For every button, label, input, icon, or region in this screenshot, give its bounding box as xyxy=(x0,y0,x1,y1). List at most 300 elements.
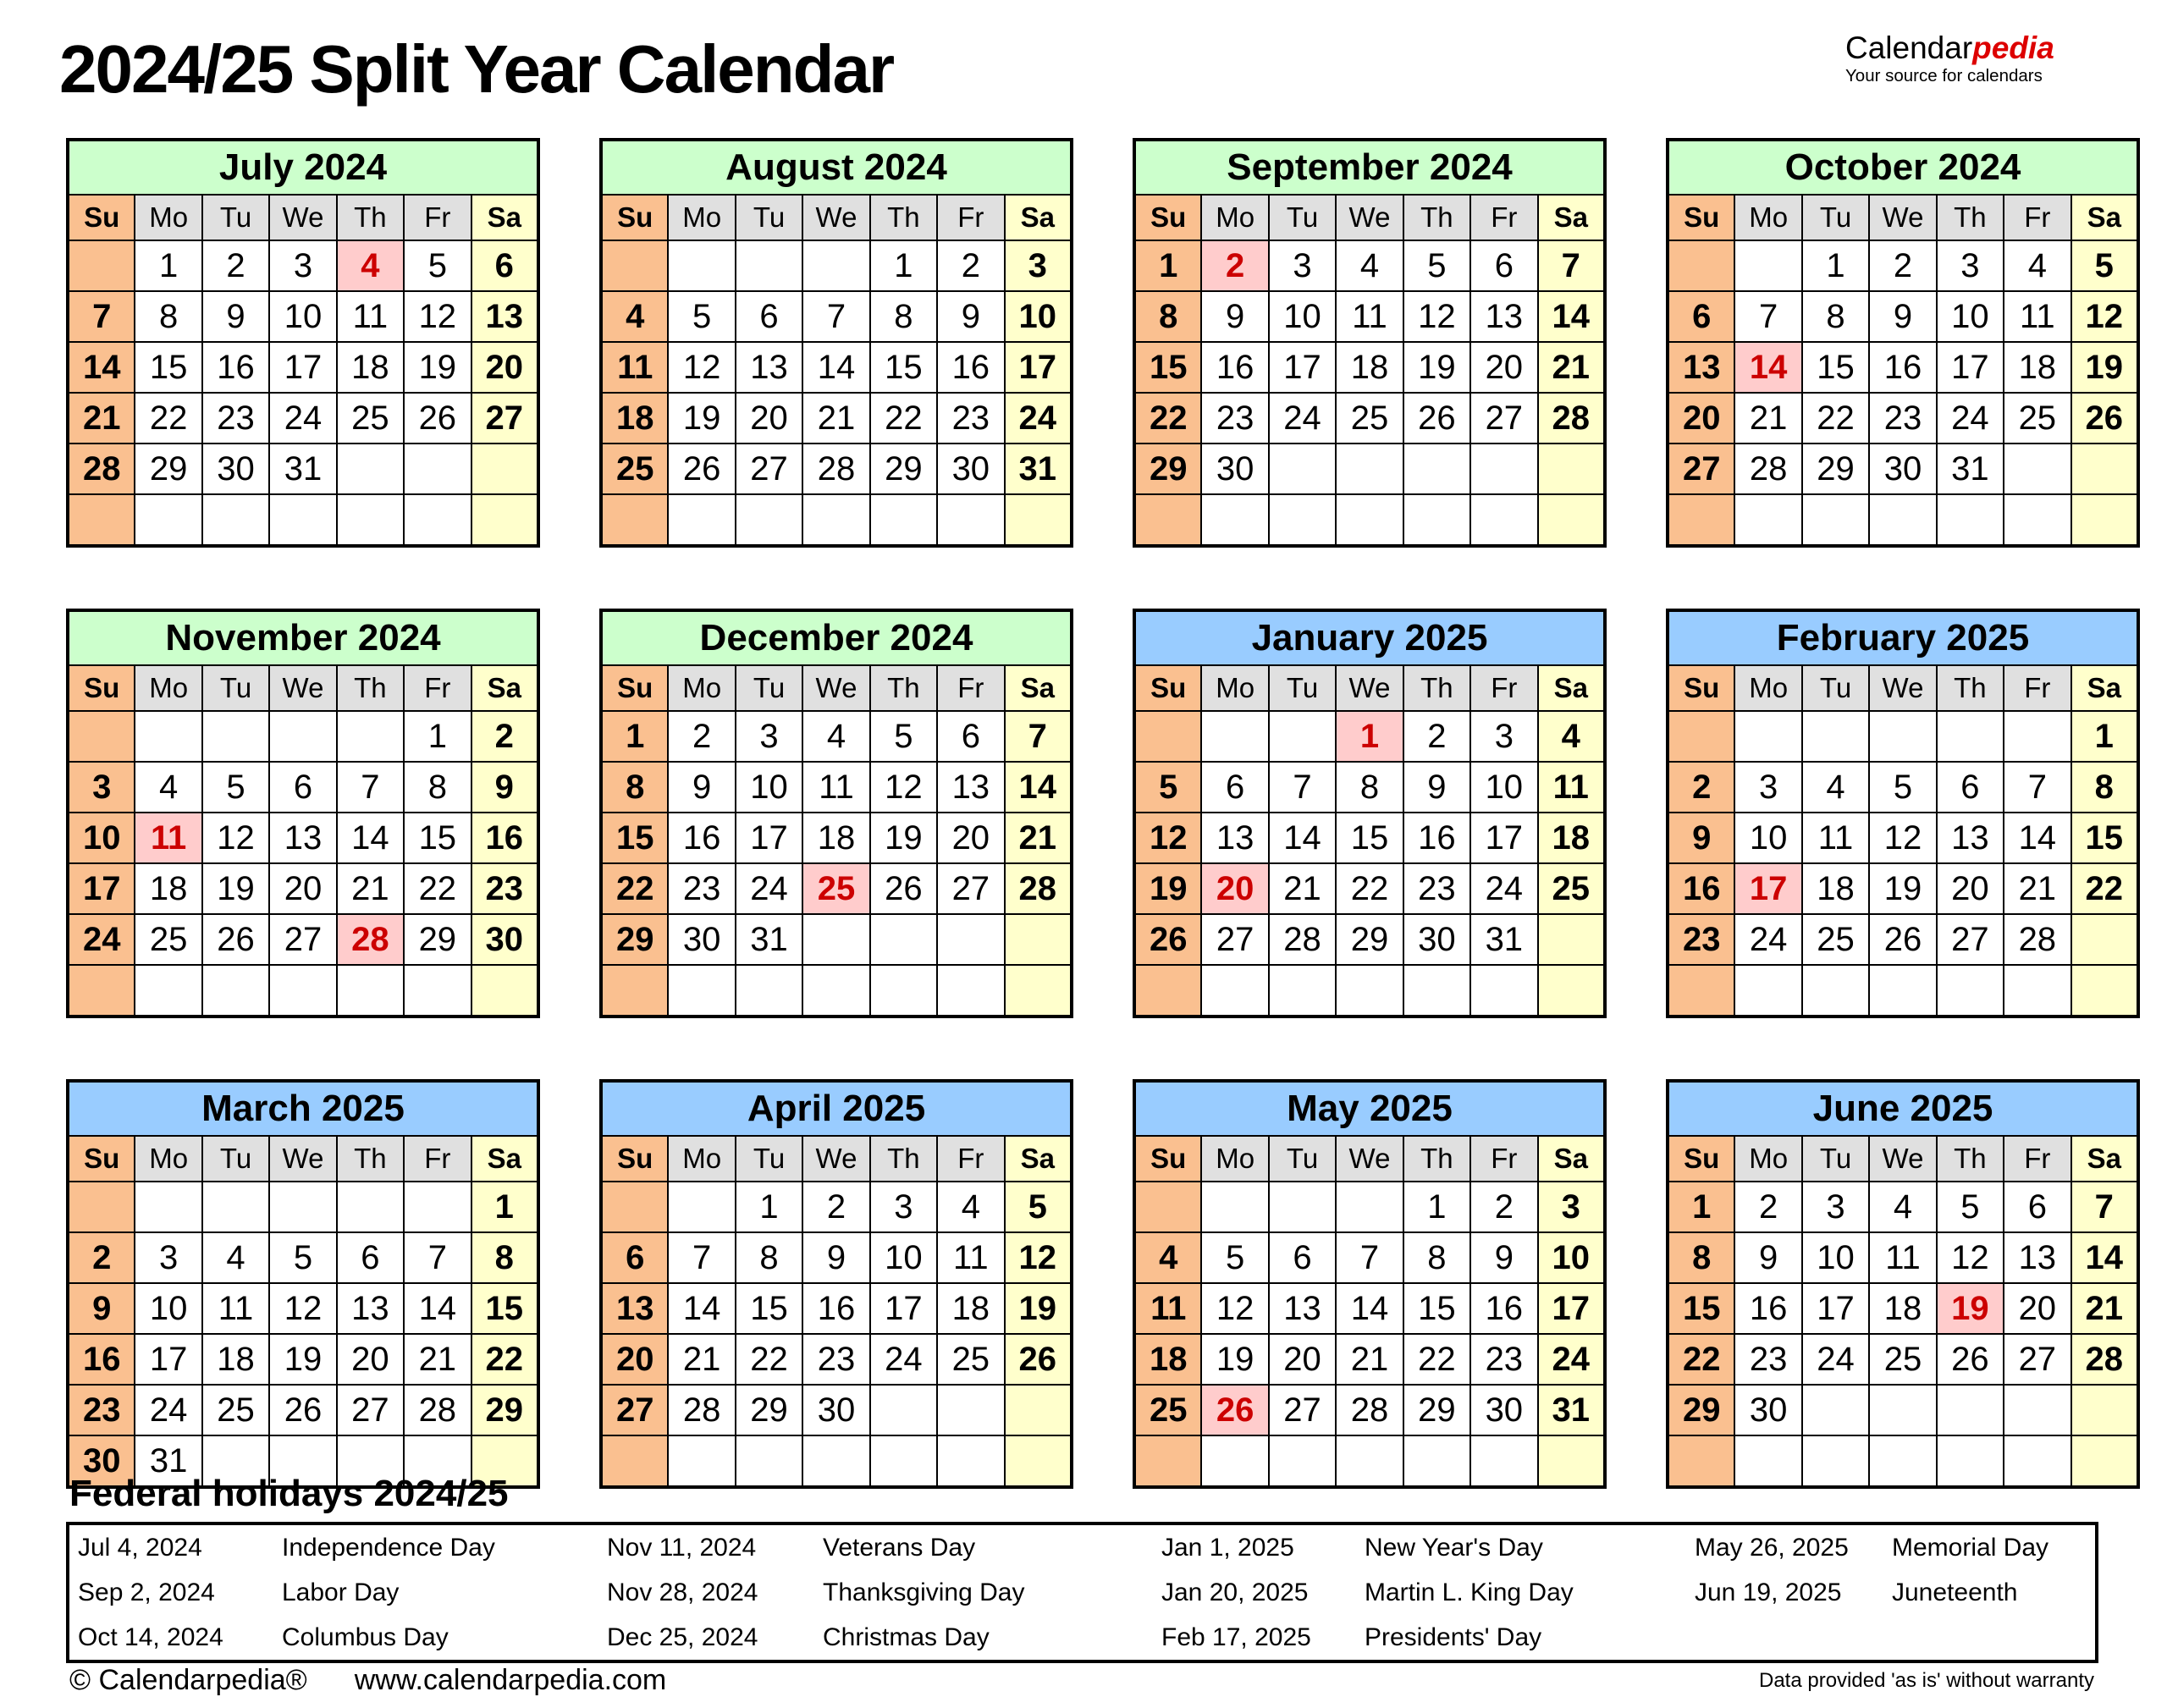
day-cell: 28 xyxy=(1734,444,1801,494)
day-cell: 7 xyxy=(2004,762,2071,813)
month-title: August 2024 xyxy=(601,140,1072,195)
day-cell: 11 xyxy=(202,1283,269,1334)
empty-day-cell xyxy=(1937,1385,2004,1435)
empty-day-cell xyxy=(337,494,404,546)
empty-day-cell xyxy=(1538,1435,1605,1487)
weekday-header-we: We xyxy=(1869,1136,1936,1182)
weekday-header-tu: Tu xyxy=(1802,665,1869,711)
day-cell: 9 xyxy=(1668,813,1734,863)
day-cell: 7 xyxy=(1336,1232,1403,1283)
day-cell: 30 xyxy=(937,444,1004,494)
day-cell: 3 xyxy=(68,762,135,813)
day-cell: 7 xyxy=(668,1232,735,1283)
day-cell: 23 xyxy=(1201,393,1268,444)
empty-day-cell xyxy=(135,1182,201,1232)
calendarpedia-logo xyxy=(1845,32,2054,85)
day-cell: 28 xyxy=(1538,393,1605,444)
day-cell: 9 xyxy=(802,1232,869,1283)
empty-day-cell xyxy=(870,494,937,546)
day-cell: 12 xyxy=(1937,1232,2004,1283)
month-calendar-october-2024 xyxy=(1666,138,2140,548)
day-cell: 30 xyxy=(471,914,538,965)
day-cell: 21 xyxy=(1269,863,1336,914)
day-cell: 10 xyxy=(1734,813,1801,863)
day-cell: 2 xyxy=(1470,1182,1537,1232)
page-title: 2024/25 Split Year Calendar xyxy=(59,31,894,107)
day-cell: 18 xyxy=(1538,813,1605,863)
empty-day-cell xyxy=(269,1182,336,1232)
weekday-header-su: Su xyxy=(68,665,135,711)
day-cell: 29 xyxy=(1802,444,1869,494)
day-cell: 10 xyxy=(1538,1232,1605,1283)
day-cell: 14 xyxy=(2071,1232,2138,1283)
day-cell: 28 xyxy=(802,444,869,494)
empty-day-cell xyxy=(1802,1385,1869,1435)
empty-day-cell xyxy=(937,1385,1004,1435)
weekday-header-th: Th xyxy=(870,195,937,240)
empty-day-cell xyxy=(1869,494,1936,546)
empty-day-cell xyxy=(337,965,404,1017)
day-cell: 21 xyxy=(802,393,869,444)
day-cell: 10 xyxy=(1269,291,1336,342)
day-cell: 11 xyxy=(337,291,404,342)
day-cell: 15 xyxy=(870,342,937,393)
weekday-header-we: We xyxy=(802,1136,869,1182)
empty-day-cell xyxy=(68,494,135,546)
day-cell: 23 xyxy=(68,1385,135,1435)
day-cell: 8 xyxy=(2071,762,2138,813)
day-cell: 14 xyxy=(802,342,869,393)
day-cell: 27 xyxy=(2004,1334,2071,1385)
holiday-day-cell: 2 xyxy=(1201,240,1268,291)
month-calendar-april-2025 xyxy=(599,1079,1073,1489)
day-cell: 16 xyxy=(1668,863,1734,914)
day-cell: 3 xyxy=(135,1232,201,1283)
day-cell: 22 xyxy=(870,393,937,444)
weekday-header-sa: Sa xyxy=(2071,195,2138,240)
weekday-header-mo: Mo xyxy=(668,195,735,240)
weekday-header-mo: Mo xyxy=(135,195,201,240)
weekday-header-th: Th xyxy=(1937,1136,2004,1182)
day-cell: 3 xyxy=(1470,711,1537,762)
logo-brand xyxy=(1845,32,2054,65)
empty-day-cell xyxy=(1201,1435,1268,1487)
day-cell: 22 xyxy=(1134,393,1201,444)
empty-day-cell xyxy=(870,1435,937,1487)
month-title: May 2025 xyxy=(1134,1081,1605,1136)
weekday-header-fr: Fr xyxy=(2004,1136,2071,1182)
day-cell: 7 xyxy=(1005,711,1072,762)
weekday-header-th: Th xyxy=(1937,665,2004,711)
holiday-name: Memorial Day xyxy=(1892,1533,2049,1562)
weekday-header-mo: Mo xyxy=(135,665,201,711)
day-cell: 2 xyxy=(802,1182,869,1232)
day-cell: 12 xyxy=(1005,1232,1072,1283)
day-cell: 5 xyxy=(668,291,735,342)
day-cell: 29 xyxy=(1336,914,1403,965)
weekday-header-we: We xyxy=(269,1136,336,1182)
weekday-header-fr: Fr xyxy=(1470,195,1537,240)
weekday-header-th: Th xyxy=(1403,1136,1470,1182)
day-cell: 6 xyxy=(736,291,802,342)
day-cell: 9 xyxy=(1403,762,1470,813)
weekday-header-sa: Sa xyxy=(471,665,538,711)
day-cell: 5 xyxy=(870,711,937,762)
logo-brand-black: Calendar xyxy=(1845,30,1973,65)
holiday-date: Jul 4, 2024 xyxy=(78,1533,202,1562)
holiday-name xyxy=(1883,1615,2097,1661)
day-cell: 14 xyxy=(1336,1283,1403,1334)
month-calendar-august-2024 xyxy=(599,138,1073,548)
day-cell: 30 xyxy=(802,1385,869,1435)
day-cell: 2 xyxy=(1869,240,1936,291)
weekday-header-tu: Tu xyxy=(1269,1136,1336,1182)
empty-day-cell xyxy=(337,444,404,494)
holiday-name: Thanksgiving Day xyxy=(823,1578,1025,1606)
weekday-header-tu: Tu xyxy=(202,1136,269,1182)
day-cell: 17 xyxy=(135,1334,201,1385)
day-cell: 30 xyxy=(1869,444,1936,494)
weekday-header-mo: Mo xyxy=(135,1136,201,1182)
empty-day-cell xyxy=(1668,711,1734,762)
day-cell: 7 xyxy=(2071,1182,2138,1232)
day-cell: 30 xyxy=(1470,1385,1537,1435)
holiday-date: Nov 11, 2024 xyxy=(607,1533,757,1562)
day-cell: 27 xyxy=(1470,393,1537,444)
empty-day-cell xyxy=(802,914,869,965)
day-cell: 8 xyxy=(736,1232,802,1283)
day-cell: 6 xyxy=(269,762,336,813)
empty-day-cell xyxy=(1403,494,1470,546)
day-cell: 26 xyxy=(1005,1334,1072,1385)
day-cell: 11 xyxy=(601,342,668,393)
empty-day-cell xyxy=(1201,711,1268,762)
day-cell: 2 xyxy=(202,240,269,291)
empty-day-cell xyxy=(736,965,802,1017)
day-cell: 9 xyxy=(471,762,538,813)
day-cell: 10 xyxy=(1802,1232,1869,1283)
day-cell: 4 xyxy=(802,711,869,762)
day-cell: 19 xyxy=(1201,1334,1268,1385)
weekday-header-we: We xyxy=(1869,195,1936,240)
empty-day-cell xyxy=(1734,240,1801,291)
day-cell: 3 xyxy=(870,1182,937,1232)
month-title: July 2024 xyxy=(68,140,538,195)
empty-day-cell xyxy=(1269,1435,1336,1487)
day-cell: 2 xyxy=(471,711,538,762)
day-cell: 31 xyxy=(1470,914,1537,965)
empty-day-cell xyxy=(802,240,869,291)
weekday-header-su: Su xyxy=(68,1136,135,1182)
day-cell: 22 xyxy=(2071,863,2138,914)
empty-day-cell xyxy=(404,494,471,546)
empty-day-cell xyxy=(2071,965,2138,1017)
day-cell: 6 xyxy=(937,711,1004,762)
day-cell: 26 xyxy=(870,863,937,914)
day-cell: 3 xyxy=(1538,1182,1605,1232)
day-cell: 10 xyxy=(1470,762,1537,813)
holiday-date: Jan 20, 2025 xyxy=(1161,1578,1309,1606)
day-cell: 25 xyxy=(1869,1334,1936,1385)
day-cell: 13 xyxy=(736,342,802,393)
day-cell: 25 xyxy=(1802,914,1869,965)
day-cell: 13 xyxy=(1668,342,1734,393)
weekday-header-tu: Tu xyxy=(1269,665,1336,711)
empty-day-cell xyxy=(736,494,802,546)
day-cell: 9 xyxy=(1470,1232,1537,1283)
day-cell: 21 xyxy=(668,1334,735,1385)
day-cell: 19 xyxy=(1403,342,1470,393)
weekday-header-sa: Sa xyxy=(1538,665,1605,711)
day-cell: 18 xyxy=(1869,1283,1936,1334)
day-cell: 13 xyxy=(2004,1232,2071,1283)
weekday-header-fr: Fr xyxy=(2004,665,2071,711)
day-cell: 21 xyxy=(1336,1334,1403,1385)
day-cell: 9 xyxy=(668,762,735,813)
day-cell: 7 xyxy=(404,1232,471,1283)
day-cell: 30 xyxy=(1201,444,1268,494)
day-cell: 5 xyxy=(269,1232,336,1283)
weekday-header-we: We xyxy=(1869,665,1936,711)
day-cell: 19 xyxy=(269,1334,336,1385)
empty-day-cell xyxy=(1734,494,1801,546)
weekday-header-su: Su xyxy=(1134,195,1201,240)
weekday-header-fr: Fr xyxy=(937,195,1004,240)
holiday-date: Jan 1, 2025 xyxy=(1161,1533,1294,1562)
day-cell: 5 xyxy=(1937,1182,2004,1232)
day-cell: 17 xyxy=(269,342,336,393)
day-cell: 17 xyxy=(68,863,135,914)
day-cell: 1 xyxy=(736,1182,802,1232)
day-cell: 21 xyxy=(1538,342,1605,393)
empty-day-cell xyxy=(2004,494,2071,546)
day-cell: 15 xyxy=(1802,342,1869,393)
day-cell: 22 xyxy=(471,1334,538,1385)
day-cell: 28 xyxy=(1269,914,1336,965)
weekday-header-su: Su xyxy=(1134,1136,1201,1182)
empty-day-cell xyxy=(68,1182,135,1232)
empty-day-cell xyxy=(2004,1385,2071,1435)
weekday-header-mo: Mo xyxy=(1734,665,1801,711)
day-cell: 3 xyxy=(1005,240,1072,291)
empty-day-cell xyxy=(802,494,869,546)
day-cell: 13 xyxy=(1269,1283,1336,1334)
day-cell: 27 xyxy=(337,1385,404,1435)
empty-day-cell xyxy=(1734,1435,1801,1487)
day-cell: 31 xyxy=(1538,1385,1605,1435)
empty-day-cell xyxy=(937,965,1004,1017)
day-cell: 10 xyxy=(870,1232,937,1283)
day-cell: 9 xyxy=(202,291,269,342)
empty-day-cell xyxy=(668,240,735,291)
day-cell: 11 xyxy=(1134,1283,1201,1334)
holiday-day-cell: 14 xyxy=(1734,342,1801,393)
day-cell: 24 xyxy=(1734,914,1801,965)
day-cell: 5 xyxy=(1869,762,1936,813)
empty-day-cell xyxy=(937,494,1004,546)
weekday-header-sa: Sa xyxy=(2071,665,2138,711)
empty-day-cell xyxy=(1802,494,1869,546)
holiday-date: Jun 19, 2025 xyxy=(1695,1578,1842,1606)
weekday-header-fr: Fr xyxy=(2004,195,2071,240)
day-cell: 10 xyxy=(736,762,802,813)
day-cell: 18 xyxy=(1802,863,1869,914)
day-cell: 24 xyxy=(736,863,802,914)
month-title: January 2025 xyxy=(1134,610,1605,665)
weekday-header-th: Th xyxy=(1937,195,2004,240)
day-cell: 23 xyxy=(202,393,269,444)
empty-day-cell xyxy=(68,965,135,1017)
day-cell: 6 xyxy=(1470,240,1537,291)
day-cell: 7 xyxy=(68,291,135,342)
day-cell: 27 xyxy=(601,1385,668,1435)
website-link[interactable]: www.calendarpedia.com xyxy=(354,1664,667,1696)
day-cell: 8 xyxy=(1403,1232,1470,1283)
day-cell: 19 xyxy=(1869,863,1936,914)
weekday-header-fr: Fr xyxy=(404,1136,471,1182)
day-cell: 15 xyxy=(601,813,668,863)
holiday-name: Veterans Day xyxy=(823,1533,976,1562)
month-title: April 2025 xyxy=(601,1081,1072,1136)
day-cell: 24 xyxy=(1470,863,1537,914)
day-cell: 16 xyxy=(1869,342,1936,393)
empty-day-cell xyxy=(1470,444,1537,494)
day-cell: 28 xyxy=(2071,1334,2138,1385)
day-cell: 28 xyxy=(1336,1385,1403,1435)
day-cell: 20 xyxy=(269,863,336,914)
day-cell: 27 xyxy=(1937,914,2004,965)
day-cell: 16 xyxy=(937,342,1004,393)
empty-day-cell xyxy=(68,711,135,762)
empty-day-cell xyxy=(1470,965,1537,1017)
day-cell: 16 xyxy=(802,1283,869,1334)
day-cell: 7 xyxy=(1269,762,1336,813)
day-cell: 25 xyxy=(337,393,404,444)
holiday-name: New Year's Day xyxy=(1365,1533,1543,1562)
day-cell: 26 xyxy=(1134,914,1201,965)
empty-day-cell xyxy=(1802,711,1869,762)
day-cell: 30 xyxy=(202,444,269,494)
holiday-name: Christmas Day xyxy=(823,1623,990,1651)
weekday-header-th: Th xyxy=(870,665,937,711)
day-cell: 21 xyxy=(1734,393,1801,444)
empty-day-cell xyxy=(870,965,937,1017)
day-cell: 24 xyxy=(1269,393,1336,444)
day-cell: 29 xyxy=(135,444,201,494)
empty-day-cell xyxy=(2004,1435,2071,1487)
day-cell: 26 xyxy=(269,1385,336,1435)
day-cell: 13 xyxy=(471,291,538,342)
empty-day-cell xyxy=(802,1435,869,1487)
day-cell: 8 xyxy=(1802,291,1869,342)
weekday-header-th: Th xyxy=(1403,665,1470,711)
empty-day-cell xyxy=(269,711,336,762)
weekday-header-we: We xyxy=(802,665,869,711)
empty-day-cell xyxy=(2004,965,2071,1017)
day-cell: 1 xyxy=(471,1182,538,1232)
day-cell: 14 xyxy=(404,1283,471,1334)
empty-day-cell xyxy=(1668,1435,1734,1487)
month-title: March 2025 xyxy=(68,1081,538,1136)
month-calendar-july-2024 xyxy=(66,138,540,548)
copyright-line xyxy=(69,1664,666,1697)
empty-day-cell xyxy=(1336,494,1403,546)
empty-day-cell xyxy=(2004,444,2071,494)
day-cell: 6 xyxy=(1668,291,1734,342)
day-cell: 31 xyxy=(1005,444,1072,494)
day-cell: 12 xyxy=(1201,1283,1268,1334)
weekday-header-sa: Sa xyxy=(471,1136,538,1182)
empty-day-cell xyxy=(736,240,802,291)
day-cell: 10 xyxy=(1005,291,1072,342)
empty-day-cell xyxy=(668,494,735,546)
empty-day-cell xyxy=(1005,965,1072,1017)
weekday-header-tu: Tu xyxy=(1269,195,1336,240)
day-cell: 6 xyxy=(471,240,538,291)
day-cell: 17 xyxy=(1269,342,1336,393)
weekday-header-su: Su xyxy=(1668,665,1734,711)
weekday-header-we: We xyxy=(269,195,336,240)
day-cell: 31 xyxy=(269,444,336,494)
day-cell: 12 xyxy=(1403,291,1470,342)
empty-day-cell xyxy=(1134,1182,1201,1232)
day-cell: 8 xyxy=(1668,1232,1734,1283)
month-calendar-january-2025 xyxy=(1133,609,1607,1018)
day-cell: 27 xyxy=(736,444,802,494)
empty-day-cell xyxy=(1201,494,1268,546)
holiday-date: May 26, 2025 xyxy=(1695,1533,1849,1562)
day-cell: 2 xyxy=(1668,762,1734,813)
day-cell: 12 xyxy=(870,762,937,813)
day-cell: 14 xyxy=(68,342,135,393)
day-cell: 11 xyxy=(1802,813,1869,863)
weekday-header-sa: Sa xyxy=(1005,195,1072,240)
day-cell: 17 xyxy=(870,1283,937,1334)
day-cell: 3 xyxy=(736,711,802,762)
day-cell: 16 xyxy=(1734,1283,1801,1334)
day-cell: 11 xyxy=(937,1232,1004,1283)
holiday-date: Dec 25, 2024 xyxy=(607,1623,758,1651)
day-cell: 18 xyxy=(601,393,668,444)
federal-holidays-table xyxy=(66,1522,2098,1663)
weekday-header-mo: Mo xyxy=(1734,1136,1801,1182)
weekday-header-su: Su xyxy=(1668,195,1734,240)
empty-day-cell xyxy=(269,494,336,546)
day-cell: 2 xyxy=(1734,1182,1801,1232)
weekday-header-th: Th xyxy=(337,195,404,240)
holiday-day-cell: 28 xyxy=(337,914,404,965)
empty-day-cell xyxy=(471,965,538,1017)
months-grid xyxy=(66,138,2140,1489)
day-cell: 12 xyxy=(2071,291,2138,342)
empty-day-cell xyxy=(1201,965,1268,1017)
day-cell: 28 xyxy=(68,444,135,494)
day-cell: 2 xyxy=(668,711,735,762)
day-cell: 16 xyxy=(668,813,735,863)
empty-day-cell xyxy=(68,240,135,291)
day-cell: 24 xyxy=(269,393,336,444)
holiday-date: Nov 28, 2024 xyxy=(607,1578,758,1606)
weekday-header-sa: Sa xyxy=(2071,1136,2138,1182)
day-cell: 17 xyxy=(736,813,802,863)
day-cell: 18 xyxy=(135,863,201,914)
day-cell: 20 xyxy=(601,1334,668,1385)
day-cell: 10 xyxy=(269,291,336,342)
empty-day-cell xyxy=(870,914,937,965)
day-cell: 3 xyxy=(1802,1182,1869,1232)
month-title: September 2024 xyxy=(1134,140,1605,195)
weekday-header-we: We xyxy=(1336,195,1403,240)
